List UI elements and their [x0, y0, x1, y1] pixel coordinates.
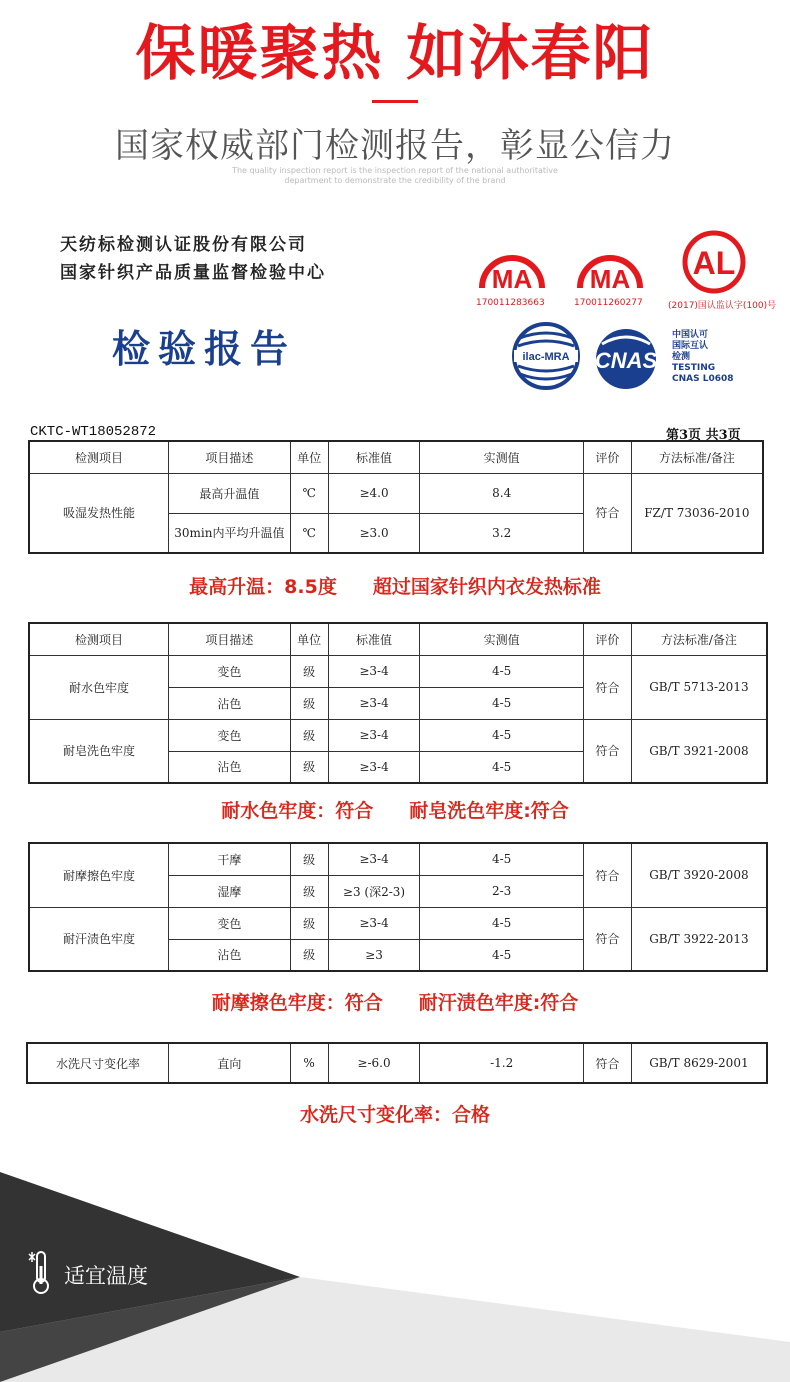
table-row: 湿摩 级 ≥3 (深2-3) 2-3	[29, 875, 767, 907]
cma-logo-2	[574, 248, 646, 296]
table-row: 沾色 级 ≥3-4 4-5	[29, 751, 767, 783]
caption-rubbing-perspiration: 耐摩擦色牢度：符合 耐汗渍色牢度:符合	[211, 992, 579, 1014]
title-divider	[372, 100, 418, 103]
table-row: 耐摩擦色牢度 干摩 级 ≥3-4 4-5 符合 GB/T 3920-2008	[29, 843, 767, 875]
cal-logo	[680, 230, 748, 294]
report-title: 检验报告	[112, 326, 297, 371]
table-row: 吸湿发热性能 最高升温值 ℃ ≥4.0 8.4 符合 FZ/T 73036-2010	[29, 473, 763, 513]
caption-heating: 最高升温：8.5度 超过国家针织内衣发热标准	[189, 576, 601, 598]
table-row: 水洗尺寸变化率 直向 % ≥-6.0 -1.2 符合 GB/T 8629-2001	[27, 1043, 767, 1083]
english-subtitle: The quality inspection report is the inspection report of the national authoritative department to demonstrate the credibility of the brand	[232, 166, 558, 185]
org-name: 天纺标检测认证股份有限公司	[60, 235, 307, 255]
svg-text:ilac-MRA: ilac-MRA	[522, 351, 570, 363]
color-fastness-table	[28, 622, 768, 784]
page-title: 保暖聚热 如沐春阳	[135, 19, 655, 89]
page-subtitle: 国家权威部门检测报告，彰显公信力	[115, 126, 675, 166]
table-row: 耐汗渍色牢度 变色 级 ≥3-4 4-5 符合 GB/T 3922-2013	[29, 907, 767, 939]
document-number: CKTC-WT18052872	[30, 424, 157, 440]
caption-color-fastness: 耐水色牢度：符合 耐皂洗色牢度:符合	[221, 800, 569, 822]
org-center: 国家针织产品质量监督检验中心	[60, 263, 326, 283]
svg-text:MA: MA	[491, 264, 533, 294]
table-row: 耐水色牢度 变色 级 ≥3-4 4-5 符合 GB/T 5713-2013	[29, 655, 767, 687]
cnas-logo	[588, 326, 668, 392]
dimensional-change-table	[26, 1042, 768, 1084]
svg-text:MA: MA	[589, 264, 631, 294]
cal-number: (2017)国认监认字(100)号	[668, 301, 777, 311]
page-info: 第3页 共3页	[666, 428, 741, 443]
table-header-row: 检测项目 项目描述 单位 标准值 实测值 评价 方法标准/备注	[29, 623, 767, 655]
heating-performance-table	[28, 440, 764, 554]
cma-logo-1	[476, 248, 548, 296]
ilac-mra-logo	[510, 318, 582, 394]
cnas-description: 中国认可 国际互认 检测 TESTING CNAS L0608	[672, 330, 734, 384]
svg-text:CNAS: CNAS	[594, 348, 658, 373]
caption-dimensional-change: 水洗尺寸变化率：合格	[299, 1104, 490, 1126]
svg-text:AL: AL	[692, 245, 736, 281]
cma-number-1: 170011283663	[476, 298, 545, 308]
thermometer-snowflake-icon	[26, 1248, 56, 1296]
table-row: 耐皂洗色牢度 变色 级 ≥3-4 4-5 符合 GB/T 3921-2008	[29, 719, 767, 751]
table-row: 沾色 级 ≥3-4 4-5	[29, 687, 767, 719]
table-header-row: 检测项目 项目描述 单位 标准值 实测值 评价 方法标准/备注	[29, 441, 763, 473]
footer-label: 适宜温度	[64, 1264, 148, 1288]
rubbing-perspiration-table	[28, 842, 768, 972]
cma-number-2: 170011260277	[574, 298, 643, 308]
table-row: 30min内平均升温值 ℃ ≥3.0 3.2	[29, 513, 763, 553]
table-row: 沾色 级 ≥3 4-5	[29, 939, 767, 971]
